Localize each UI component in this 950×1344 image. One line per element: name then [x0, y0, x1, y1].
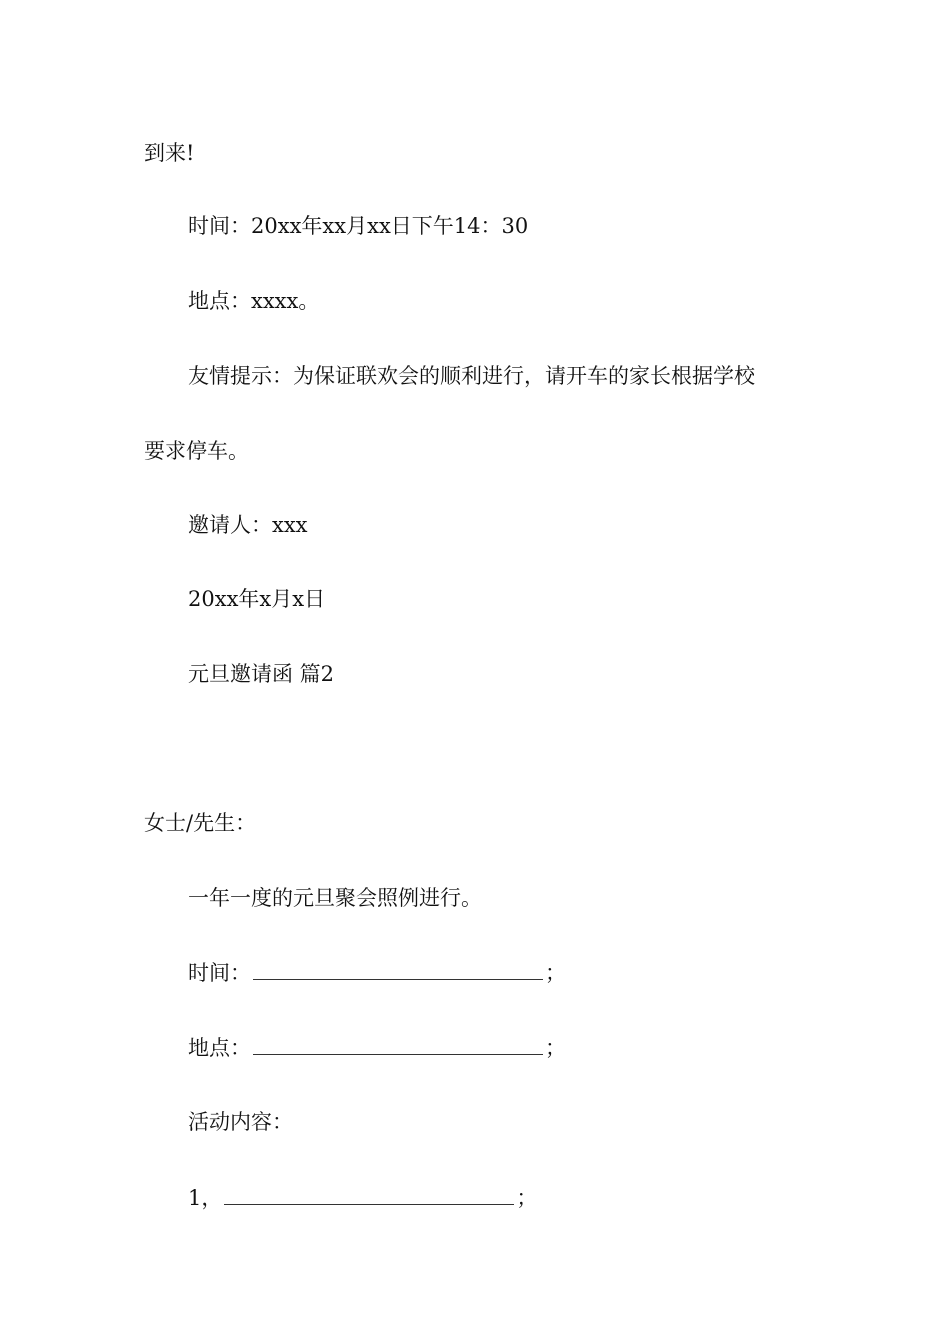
- place-blank: [253, 1032, 543, 1055]
- text-line-intro: 一年一度的元旦聚会照例进行。: [188, 886, 482, 910]
- text-line-time-filled: 时间：20xx年xx月xx日下午14：30: [188, 214, 529, 238]
- time-blank: [253, 957, 543, 980]
- item1-blank: [224, 1182, 514, 1205]
- item1-label: 1，: [188, 1186, 223, 1210]
- text-line-date: 20xx年x月x日: [188, 587, 326, 611]
- item1-end-punct: ；: [516, 1186, 538, 1210]
- text-line-arrival: 到来!: [144, 141, 195, 165]
- text-line-tip-part1: 友情提示：为保证联欢会的顺利进行，请开车的家长根据学校: [188, 364, 755, 388]
- item1-fill-line: [188, 1182, 537, 1212]
- place-fill-line: [188, 1032, 566, 1062]
- activity-label: 活动内容：: [188, 1110, 293, 1134]
- time-end-punct: ；: [545, 961, 566, 985]
- salutation: 女士/先生：: [144, 811, 257, 835]
- place-end-punct: ；: [545, 1036, 566, 1060]
- text-line-place-filled: 地点：xxxx。: [188, 289, 320, 313]
- time-label: 时间：: [188, 961, 251, 985]
- text-line-inviter: 邀请人：xxx: [188, 513, 308, 537]
- place-label: 地点：: [188, 1036, 251, 1060]
- section-title: 元旦邀请函 篇2: [188, 662, 335, 686]
- text-line-tip-part2: 要求停车。: [144, 439, 249, 463]
- time-fill-line: [188, 957, 566, 987]
